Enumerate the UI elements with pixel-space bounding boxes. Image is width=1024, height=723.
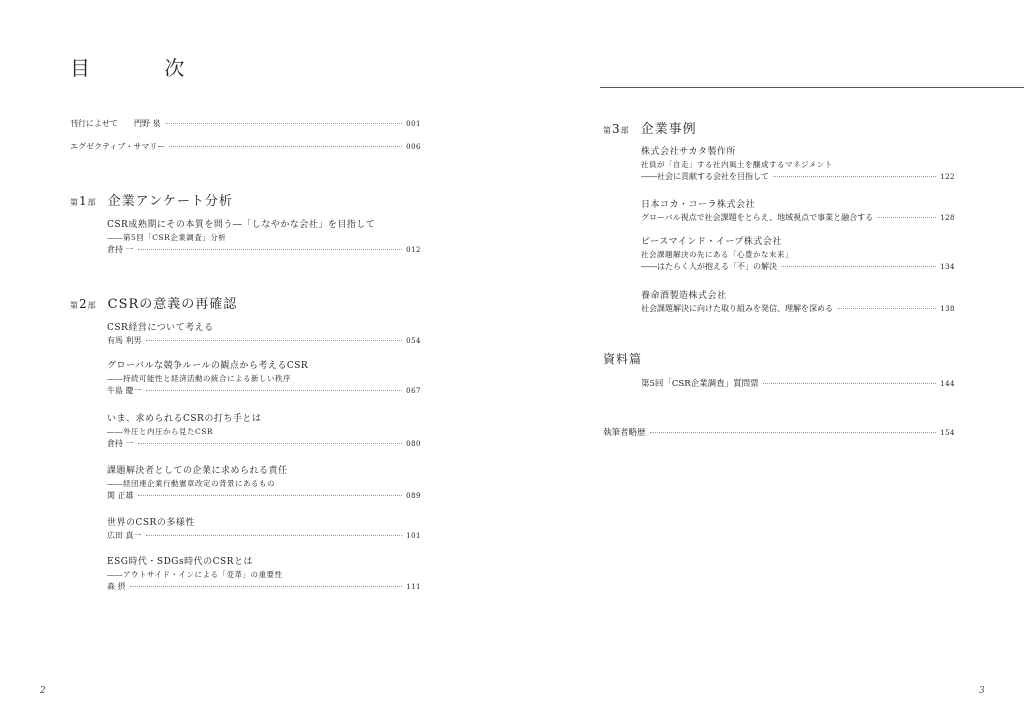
- toc-entry-page: 067: [406, 387, 421, 395]
- section-heading: 資料篇: [603, 352, 643, 366]
- article-subtitle: ――第5回「CSR企業調査」分析: [107, 233, 227, 242]
- article-author: 森 摂: [107, 582, 126, 591]
- case-company: 株式会社サカタ製作所: [641, 147, 736, 157]
- header-rule: [600, 87, 1024, 88]
- article-author: 倉持 一: [107, 439, 134, 448]
- case-company: ピースマインド・イープ株式会社: [641, 237, 782, 247]
- part-suffix: 部: [87, 301, 96, 310]
- toc-entry-page: 101: [406, 532, 421, 540]
- article-title: 課題解決者としての企業に求められる責任: [107, 466, 288, 476]
- part-number: 1: [79, 194, 87, 208]
- article-author: 関 正雄: [107, 491, 134, 500]
- toc-article[interactable]: [107, 360, 421, 397]
- toc-entry-page: 144: [940, 380, 955, 388]
- part-heading: [70, 293, 237, 312]
- toc-entry: [603, 427, 955, 439]
- part-title: 企業事例: [640, 122, 697, 137]
- toc-entry-page: 154: [940, 429, 955, 437]
- dot-leader: [763, 383, 936, 384]
- dot-leader: [138, 249, 403, 250]
- article-author: 有馬 利男: [107, 336, 142, 345]
- article-title: CSR成熟期にその本質を問う―「しなやかな会社」を目指して: [107, 220, 376, 230]
- toc-entry: [641, 171, 955, 183]
- toc-entry-page: 138: [940, 305, 955, 313]
- article-title: ESG時代・SDGs時代のCSRとは: [107, 557, 253, 567]
- page-title: 目 次: [70, 56, 219, 80]
- part-prefix: 第: [70, 198, 78, 207]
- dot-leader: [877, 217, 936, 218]
- toc-entry-page: 001: [406, 120, 421, 128]
- toc-case[interactable]: [641, 146, 955, 183]
- toc-entry: [641, 212, 955, 224]
- toc-entry-page: 128: [940, 214, 955, 222]
- part-number: 3: [612, 122, 620, 136]
- dot-leader: [138, 495, 403, 496]
- toc-authors[interactable]: [603, 427, 955, 439]
- part-suffix: 部: [87, 198, 96, 207]
- article-subtitle: ――アウトサイド・インによる「変革」の重要性: [107, 570, 283, 579]
- article-author: 広田 真一: [107, 531, 142, 540]
- toc-article[interactable]: [107, 556, 421, 593]
- toc-entry-page: 089: [406, 492, 421, 500]
- dot-leader: [146, 535, 403, 536]
- toc-entry-page: 134: [940, 263, 955, 271]
- article-subtitle: ――持続可能性と経済活動の統合による新しい秩序: [107, 374, 291, 383]
- toc-entry: [641, 378, 955, 390]
- article-subtitle: ――経団連企業行動憲章改定の背景にあるもの: [107, 479, 275, 488]
- toc-article[interactable]: [107, 219, 421, 256]
- toc-entry-page: 006: [406, 143, 421, 151]
- dot-leader: [138, 443, 403, 444]
- toc-entry: [107, 490, 421, 502]
- toc-entry: [107, 530, 421, 542]
- toc-entry-label: 刊行によせて 門野 泉: [70, 119, 161, 128]
- part-title: CSRの意義の再確認: [107, 297, 238, 312]
- toc-case[interactable]: [641, 236, 955, 273]
- toc-entry: [107, 438, 421, 450]
- case-company: 日本コカ・コーラ株式会社: [641, 200, 756, 210]
- toc-case[interactable]: [641, 199, 955, 224]
- dot-leader: [146, 390, 403, 391]
- toc-entry-page: 080: [406, 440, 421, 448]
- toc-entry-page: 012: [406, 246, 421, 254]
- article-title: いま、求められるCSRの打ち手とは: [107, 414, 262, 424]
- article-title: 世界のCSRの多様性: [107, 518, 195, 528]
- toc-entry: [641, 261, 955, 273]
- part-title: 企業アンケート分析: [107, 194, 233, 209]
- case-line: ――社会に貢献する会社を目指して: [641, 172, 769, 181]
- part-suffix: 部: [620, 126, 629, 135]
- case-line: グローバル視点で社会課題をとらえ、地域視点で事業と融合する: [641, 213, 874, 222]
- part-heading: [70, 190, 233, 209]
- toc-entry-page: 122: [940, 173, 955, 181]
- dot-leader: [837, 308, 936, 309]
- dot-leader: [781, 266, 936, 267]
- dot-leader: [130, 586, 403, 587]
- toc-entry: [107, 581, 421, 593]
- part-prefix: 第: [603, 126, 611, 135]
- toc-entry-label: 執筆者略歴: [603, 428, 646, 438]
- dot-leader: [773, 176, 936, 177]
- dot-leader: [146, 340, 403, 341]
- toc-entry-page: 111: [406, 583, 421, 591]
- page-number-left: 2: [40, 686, 46, 696]
- dot-leader: [165, 123, 403, 124]
- toc-entry: [107, 335, 421, 347]
- article-title: グローバルな競争ルールの観点から考えるCSR: [107, 361, 309, 371]
- toc-article[interactable]: [107, 465, 421, 502]
- toc-article[interactable]: [107, 517, 421, 542]
- case-line: 社会課題解決の先にある「心豊かな未来」: [641, 250, 793, 259]
- case-company: 養命酒製造株式会社: [641, 291, 727, 301]
- toc-entry: [107, 385, 421, 397]
- page-number-right: 3: [979, 686, 985, 696]
- toc-entry: [107, 244, 421, 256]
- dot-leader: [169, 146, 402, 147]
- toc-entry[interactable]: [70, 141, 421, 153]
- intro-list: [70, 118, 421, 153]
- part-number: 2: [79, 297, 87, 311]
- part-prefix: 第: [70, 301, 78, 310]
- toc-case[interactable]: [641, 290, 955, 315]
- case-line: ――はたらく人が抱える「不」の解決: [641, 262, 777, 271]
- toc-entry-label: 第5回「CSR企業調査」質問票: [641, 379, 759, 389]
- toc-article[interactable]: [107, 322, 421, 347]
- article-title: CSR経営について考える: [107, 323, 214, 333]
- toc-entry: [641, 303, 955, 315]
- part-heading: [603, 118, 697, 137]
- case-line: 社会課題解決に向けた取り組みを発信、理解を深める: [641, 304, 833, 313]
- toc-materials[interactable]: [641, 378, 955, 390]
- article-subtitle: ――外圧と内圧から見たCSR: [107, 427, 214, 436]
- toc-article[interactable]: [107, 413, 421, 450]
- toc-entry-label: エグゼクティブ・サマリー: [70, 142, 166, 151]
- article-author: 牛島 慶一: [107, 386, 142, 395]
- article-author: 倉持 一: [107, 245, 134, 254]
- case-line: 社員が「自走」する社内風土を醸成するマネジメント: [641, 160, 833, 169]
- toc-entry-page: 054: [406, 337, 421, 345]
- dot-leader: [650, 432, 937, 433]
- toc-entry[interactable]: [70, 118, 421, 130]
